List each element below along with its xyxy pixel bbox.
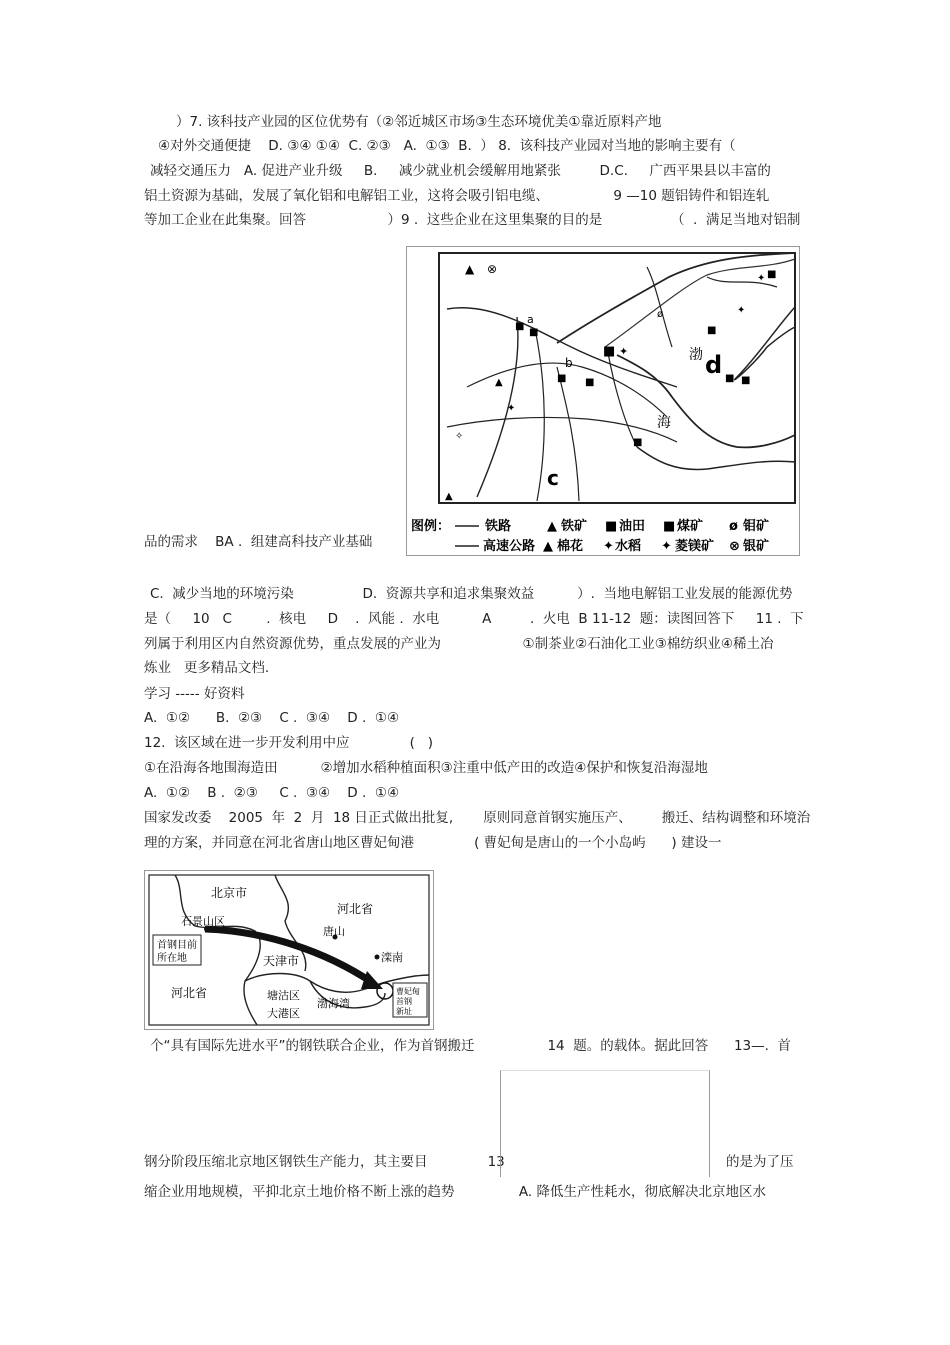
- svg-text:高速公路: 高速公路: [483, 539, 536, 554]
- svg-text:煤矿: 煤矿: [677, 519, 704, 534]
- label-hebei-sw: 河北省: [171, 986, 208, 1000]
- text-line: 等加工企业在此集聚。回答 ）9 . 这些企业在这里集聚的目的是 （ . 满足当地对铝制: [144, 212, 801, 228]
- svg-text:■: ■: [557, 373, 567, 384]
- label-tanggu: 塘沽区: [267, 989, 300, 1002]
- svg-text:水稻: 水稻: [615, 539, 642, 554]
- svg-text:▲: ▲: [547, 519, 557, 534]
- svg-text:⊗: ⊗: [487, 262, 498, 276]
- svg-text:✧: ✧: [455, 431, 464, 442]
- svg-text:■: ■: [663, 519, 676, 534]
- text-line: 品的需求 BA . 组建高科技产业基础: [144, 534, 373, 550]
- text-line: 减轻交通压力 A. 促进产业升级 B. 减少就业机会缓解用地紧张 D.C. 广西平果县以丰富的: [150, 163, 771, 179]
- svg-text:▲: ▲: [543, 539, 553, 554]
- svg-text:■: ■: [585, 377, 595, 388]
- map-shougang-relocation: [144, 870, 434, 1030]
- label-tianjin: 天津市: [263, 954, 300, 968]
- svg-text:■: ■: [603, 344, 616, 359]
- svg-text:▲: ▲: [495, 377, 503, 388]
- svg-text:▲: ▲: [465, 262, 475, 276]
- label-caofeidian-2: 首钢: [396, 997, 412, 1006]
- blank-figure-placeholder: [500, 1070, 710, 1177]
- svg-text:铁矿: 铁矿: [561, 519, 588, 534]
- svg-text:■: ■: [725, 373, 735, 384]
- svg-text:✦: ✦: [603, 539, 614, 554]
- svg-text:油田: 油田: [619, 519, 646, 534]
- svg-text:钼矿: 钼矿: [743, 519, 770, 534]
- text-line: ④对外交通便捷 D. ③④ ①④ C. ②③ A. ①③ B. ） 8. 该科技产业园对当地的影响主要有（: [158, 138, 736, 154]
- svg-text:✦: ✦: [737, 305, 746, 316]
- label-caofeidian-3: 新址: [396, 1007, 412, 1016]
- svg-text:✦: ✦: [661, 539, 672, 554]
- svg-text:✦: ✦: [507, 403, 516, 414]
- text-line: 钢分阶段压缩北京地区钢铁生产能力，其主要目 13: [144, 1154, 505, 1170]
- label-shougang-current-1: 首钢目前: [157, 940, 197, 951]
- svg-text:■: ■: [633, 437, 643, 448]
- svg-text:■: ■: [741, 375, 751, 386]
- svg-text:ø: ø: [729, 519, 738, 534]
- text-line: ）7. 该科技产业园的区位优势有（②邻近城区市场③生态环境优美①靠近原料产地: [176, 114, 662, 130]
- text-line: 12. 该区域在进一步开发利用中应 ( ): [144, 735, 434, 751]
- label-shougang-current-2: 所在地: [157, 953, 187, 964]
- svg-text:铁路: 铁路: [485, 519, 512, 534]
- svg-text:✦: ✦: [757, 273, 766, 284]
- text-line: ①在沿海各地围海造田 ②增加水稻种植面积③注重中低产田的改造④保护和恢复沿海湿地: [144, 760, 708, 776]
- text-line: 是（ 10 C . 核电 D . 风能 . 水电 A . 火电 B 11-12 题：读图回答下 11 . 下: [144, 611, 804, 627]
- text-line: 理的方案，并同意在河北省唐山地区曹妃甸港 ( 曹妃甸是唐山的一个小岛屿 ) 建设一: [144, 835, 722, 851]
- label-caofeidian-1: 曹妃甸: [396, 987, 420, 996]
- svg-text:菱镁矿: 菱镁矿: [675, 539, 715, 554]
- label-luannan: 滦南: [381, 951, 403, 964]
- text-line: 的是为了压: [726, 1154, 794, 1170]
- text-line: 国家发改委 2005 年 2 月 18 日正式做出批复, 原则同意首钢实施压产、 搬迁、结构调整和环境治: [144, 810, 811, 826]
- text-line: 个“具有国际先进水平”的钢铁联合企业，作为首钢搬迁 14 题。的载体。据此回答 13—. 首: [150, 1038, 791, 1054]
- svg-text:银矿: 银矿: [743, 539, 770, 554]
- text-line: A. ①② B. ②③ C . ③④ D . ①④: [144, 710, 400, 726]
- svg-text:✦: ✦: [619, 345, 629, 358]
- text-line: 炼业 更多精品文档.: [144, 660, 270, 676]
- text-line: 铝土资源为基础，发展了氧化铝和电解铝工业，这将会吸引铝电缆、 9 —10 题铝铸件和铝连轧: [144, 188, 770, 204]
- label-b: b: [565, 356, 573, 370]
- label-hebei-ne: 河北省: [337, 902, 374, 916]
- svg-text:■: ■: [515, 321, 525, 332]
- map-legend: [411, 518, 769, 554]
- label-bohai-1: 渤: [689, 347, 703, 363]
- svg-text:■: ■: [767, 269, 777, 280]
- text-line: 缩企业用地规模，平抑北京土地价格不断上涨的趋势 A. 降低生产性耗水，彻底解决北京地区水: [144, 1184, 766, 1200]
- text-line: C. 减少当地的环境污染 D. 资源共享和追求集聚效益 ）. 当地电解铝工业发展的能源优势: [150, 586, 793, 602]
- svg-text:⊗: ⊗: [729, 539, 740, 554]
- svg-text:▲: ▲: [445, 491, 453, 502]
- label-c: c: [547, 466, 559, 490]
- label-dagang: 大港区: [267, 1007, 300, 1020]
- label-a: a: [527, 313, 534, 326]
- label-bohai-2: 海: [657, 415, 671, 431]
- svg-text:图例：: 图例：: [411, 519, 451, 534]
- svg-text:■: ■: [529, 327, 539, 338]
- text-line: 列属于利用区内自然资源优势，重点发展的产业为 ①制茶业②石油化工业③棉纺织业④稀土冶: [144, 636, 774, 652]
- svg-text:ø: ø: [657, 309, 664, 320]
- map-bohai-region: [406, 246, 800, 556]
- label-beijing: 北京市: [211, 886, 248, 900]
- label-bohai-bay: 渤海湾: [317, 997, 350, 1010]
- text-line: 学习 ----- 好资料: [144, 686, 245, 702]
- svg-text:■: ■: [707, 325, 717, 336]
- svg-text:棉花: 棉花: [557, 539, 584, 554]
- label-shijingshan: 石景山区: [181, 915, 225, 928]
- svg-text:■: ■: [605, 519, 618, 534]
- label-tangshan: 唐山: [323, 925, 345, 938]
- text-line: A. ①② B . ②③ C . ③④ D . ①④: [144, 785, 400, 801]
- label-d: d: [705, 351, 723, 379]
